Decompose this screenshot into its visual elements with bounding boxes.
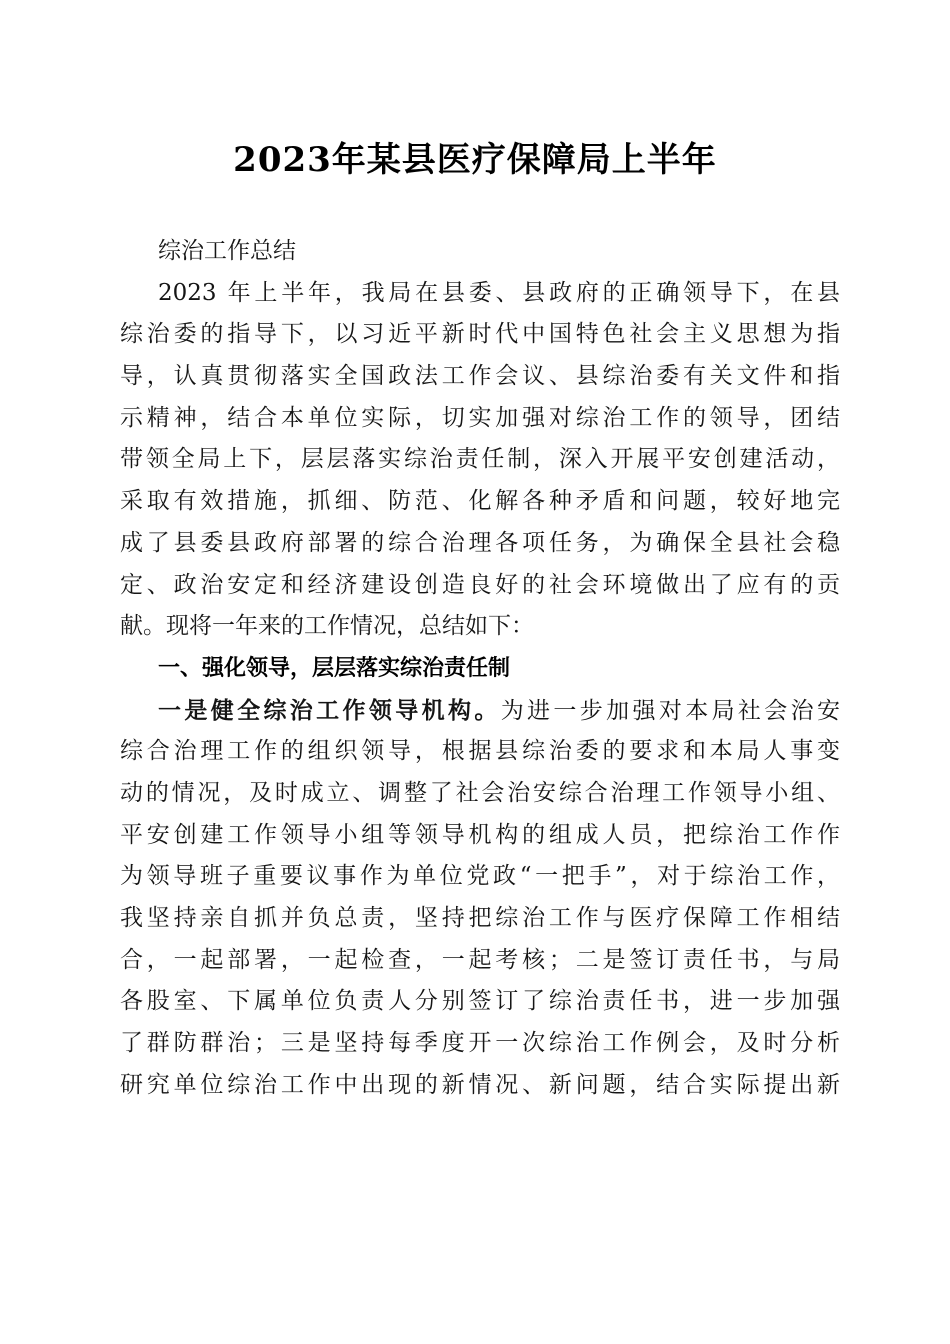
paragraph-first-line-rest: 为进一步加强对本局社会治安: [500, 697, 841, 724]
paragraph-line: 带领全局上下，层层落实综治责任制，深入开展平安创建活动，: [120, 446, 840, 473]
paragraph-line: 定、政治安定和经济建设创造良好的社会环境做出了应有的贡: [120, 571, 840, 598]
paragraph-line: 献。现将一年来的工作情况，总结如下：: [120, 613, 534, 640]
paragraph-line: 我坚持亲自抓并负总责，坚持把综治工作与医疗保障工作相结: [120, 905, 840, 931]
paragraph-line: 2023 年上半年，我局在县委、县政府的正确领导下，在县: [158, 279, 840, 306]
paragraph-line: 各股室、下属单位负责人分别签订了综治责任书，进一步加强: [120, 988, 840, 1015]
paragraph-line: 合，一起部署，一起检查，一起考核；二是签订责任书，与局: [120, 946, 840, 973]
paragraph-line: 平安创建工作领导小组等领导机构的组成人员，把综治工作作: [120, 821, 840, 848]
document-body: [120, 231, 840, 1106]
paragraph-lead: 一是健全综治工作领导机构。: [158, 696, 501, 724]
paragraph-line: 示精神，结合本单位实际，切实加强对综治工作的领导，团结: [120, 404, 840, 431]
paragraph-line: 综合治理工作的组织领导，根据县综治委的要求和本局人事变: [120, 738, 840, 765]
paragraph-line: 动的情况，及时成立、调整了社会治安综合治理工作领导小组、: [120, 779, 840, 806]
paragraph-first-line: [120, 690, 840, 732]
document-title: 2023年某县医疗保障局上半年: [233, 140, 717, 180]
paragraph-line: 综治委的指导下，以习近平新时代中国特色社会主义思想为指: [120, 321, 840, 348]
paragraph-line: 导，认真贯彻落实全国政法工作会议、县综治委有关文件和指: [120, 363, 840, 390]
section-heading: 一、强化领导，层层落实综治责任制: [158, 655, 511, 681]
paragraph-line: 为领导班子重要议事作为单位党政“一把手”，对于综治工作，: [120, 863, 840, 890]
paragraph-line: 采取有效措施，抓细、防范、化解各种矛盾和问题，较好地完: [120, 488, 840, 515]
document-subtitle: 综治工作总结: [158, 238, 296, 264]
paragraph-line: 研究单位综治工作中出现的新情况、新问题，结合实际提出新: [120, 1071, 840, 1098]
paragraph-line: 成了县委县政府部署的综合治理各项任务，为确保全县社会稳: [120, 529, 840, 556]
paragraph-line: 了群防群治；三是坚持每季度开一次综治工作例会，及时分析: [120, 1030, 840, 1057]
